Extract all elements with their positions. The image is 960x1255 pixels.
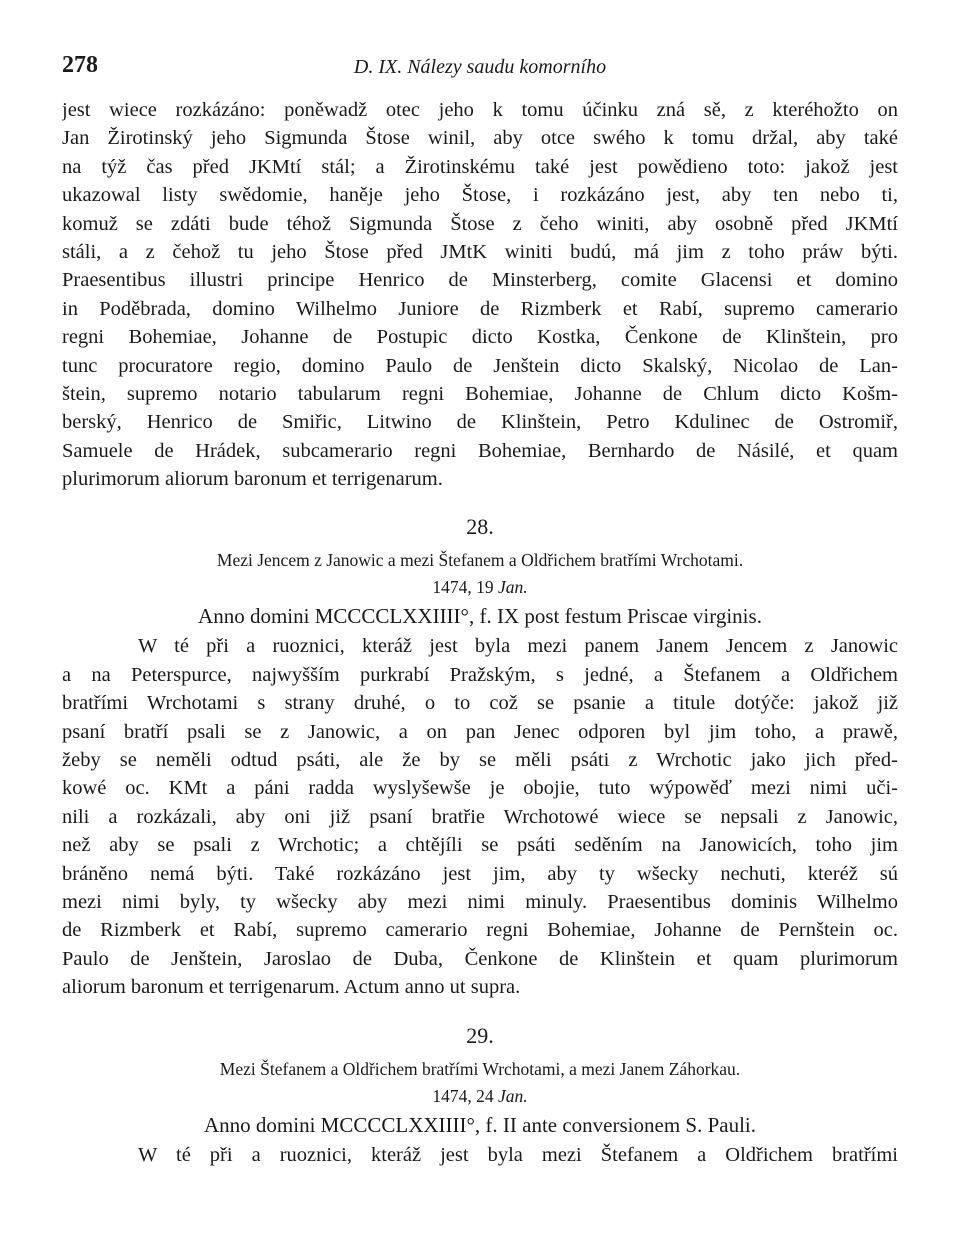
- text-line: ukazowal listy swědomie, haněje jeho Štose, i rozkázáno jest, aby ten nebo ti,: [62, 184, 898, 207]
- text-line: žeby se neměli odtud psáti, ale že by se měli psáti z Wrchotic jako jich před-: [62, 749, 898, 772]
- text-line: kowé oc. KMt a páni radda wyslyšewše je obojie, tuto wýpowěď mezi nimi uči-: [62, 777, 898, 800]
- text-line: Samuele de Hrádek, subcamerario regni Bohemiae, Bernhardo de Násilé, et quam: [62, 439, 898, 462]
- entry-date: [62, 1083, 898, 1110]
- text-line: aliorum baronum et terrigenarum. Actum anno ut supra.: [62, 976, 521, 999]
- text-line: než aby se psali z Wrchotic; a chtějíli se psáti seděním na Janowicích, toho jim: [62, 834, 898, 857]
- text-line: komuž se zdáti bude téhož Sigmunda Štose z čeho winiti, aby osobně před JKMtí: [62, 212, 898, 235]
- text-line: na týž čas před JKMtí stál; a Žirotinskému také jest powědieno toto: jakož jest: [62, 155, 898, 178]
- text-line: Jan Žirotinský jeho Sigmunda Štose winil, aby otce swého k tomu držal, aby také: [62, 127, 898, 150]
- text-line: Praesentibus illustri principe Henrico de Minsterberg, comite Glacensi et domino: [62, 269, 898, 292]
- text-line: bráněno nemá býti. Také rozkázáno jest jim, aby ty wšecky nechuti, kteréž sú: [62, 862, 898, 885]
- page-number: 278: [62, 52, 98, 78]
- page-header: [62, 52, 898, 84]
- entry-heading: Mezi Jencem z Janowic a mezi Štefanem a Oldřichem bratřími Wrchotami.: [216, 550, 744, 571]
- entry-anno-line: Anno domini MCCCCLXXIIII°, f. IX post festum Priscae virginis.: [198, 604, 762, 629]
- text-line: bratřími Wrchotami s strany druhé, o to což se psanie a titule dotýče: jakož již: [62, 692, 898, 715]
- text-line: tunc procuratore regio, domino Paulo de Jenštein dicto Skalský, Nicolao de Lan-: [62, 354, 898, 377]
- entry-date-year: 1474, 19: [432, 577, 494, 598]
- entry-number: 29.: [466, 1022, 494, 1048]
- entry-heading: Mezi Štefanem a Oldřichem bratřími Wrchotami, a mezi Janem Záhorkau.: [219, 1058, 741, 1079]
- entry-28: [62, 507, 898, 1001]
- text-line: berský, Henrico de Smiřic, Litwino de Klinštein, Petro Kdulinec de Ostromiř,: [62, 411, 898, 434]
- text-line: W té při a ruoznici, kteráž jest byla mezi panem Janem Jencem z Janowic: [138, 635, 898, 658]
- text-line: a na Peterspurce, najwyšším purkrabí Pražským, s jedné, a Štefanem a Oldřichem: [62, 663, 898, 686]
- text-line: plurimorum aliorum baronum et terrigenarum.: [62, 468, 443, 491]
- running-head: D. IX. Nálezy saudu komorního: [353, 56, 607, 78]
- text-line: regni Bohemiae, Johanne de Postupic dicto Kostka, Čenkone de Klinštein, pro: [62, 326, 898, 349]
- intro-paragraph: [62, 96, 898, 493]
- text-line: W té při a ruoznici, kteráž jest byla mezi Štefanem a Oldřichem bratřími: [138, 1143, 898, 1166]
- text-line: nili a rozkázali, aby oni již psaní bratřie Wrchotowé wiece se nepsali z Janowic,: [62, 805, 898, 828]
- entry-date-year: 1474, 24: [432, 1085, 494, 1106]
- text-line: in Poděbrada, domino Wilhelmo Juniore de Rizmberk et Rabí, supremo camerario: [62, 297, 898, 320]
- entry-number: 28.: [466, 514, 494, 540]
- entry-date-month: Jan.: [497, 577, 528, 598]
- entry-anno-line: Anno domini MCCCCLXXIIII°, f. II ante conversionem S. Pauli.: [204, 1112, 756, 1137]
- text-line: stáli, a z čehož tu jeho Štose před JMtK winiti budú, má jim z toho práw býti.: [62, 240, 898, 263]
- text-line: de Rizmberk et Rabí, supremo camerario regni Bohemiae, Johanne de Pernštein oc.: [62, 919, 898, 942]
- entry-date-month: Jan.: [497, 1085, 528, 1106]
- text-line: štein, supremo notario tabularum regni Bohemiae, Johanne de Chlum dicto Košm-: [62, 382, 898, 405]
- text-line: psaní bratří psali se z Janowic, a on pan Jenec odporen byl jim toho, a prawě,: [62, 720, 898, 743]
- entry-date: [62, 574, 898, 601]
- entry-29: [62, 1016, 898, 1169]
- text-line: Paulo de Jenštein, Jaroslao de Duba, Čenkone de Klinštein et quam plurimorum: [62, 947, 898, 970]
- text-line: mezi nimi byly, ty wšecky aby mezi nimi minuly. Praesentibus dominis Wilhelmo: [62, 890, 898, 913]
- body-text: [62, 96, 898, 1169]
- text-line: jest wiece rozkázáno: poněwadž otec jeho k tomu účinku zná sě, z kteréhožto on: [62, 99, 898, 121]
